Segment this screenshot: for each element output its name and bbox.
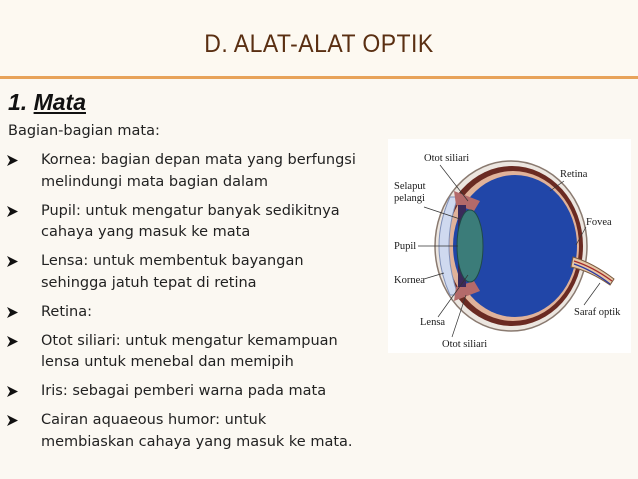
label-kornea: Kornea xyxy=(394,275,425,286)
list-item xyxy=(0,410,385,453)
list-item xyxy=(0,251,385,294)
slide-title: D. ALAT-ALAT OPTIK xyxy=(204,30,434,58)
lens-shape xyxy=(457,210,483,282)
label-lensa: Lensa xyxy=(420,317,446,328)
item-line: Lensa: untuk membentuk bayangan xyxy=(41,253,304,269)
arrow-bullet-icon xyxy=(6,205,19,218)
item-line: Otot siliari: untuk mengatur kemampuan xyxy=(41,332,338,349)
label-otot-siliari-top: Otot siliari xyxy=(424,153,470,164)
arrow-bullet-icon xyxy=(6,154,19,167)
item-line: Pupil: untuk mengatur banyak sedikitnya xyxy=(41,202,340,219)
label-retina: Retina xyxy=(560,169,588,180)
item-line: Kornea: bagian depan mata yang berfungsi xyxy=(41,152,356,168)
label-saraf-optik: Saraf optik xyxy=(574,307,621,318)
list-item xyxy=(0,302,385,324)
item-line: melindungi mata bagian dalam xyxy=(41,173,269,190)
arrow-bullet-icon xyxy=(6,335,19,348)
list-item xyxy=(0,201,385,244)
item-line: membiaskan cahaya yang masuk ke mata. xyxy=(41,433,353,450)
section-heading xyxy=(8,89,86,116)
label-pelangi: pelangi xyxy=(394,193,425,204)
item-line: Retina: xyxy=(41,303,93,320)
label-pupil: Pupil xyxy=(394,241,417,252)
section-title: Mata xyxy=(33,89,86,115)
eye-illustration xyxy=(388,139,631,353)
arrow-bullet-icon xyxy=(6,414,19,427)
item-line: cahaya yang masuk ke mata xyxy=(41,224,251,240)
arrow-bullet-icon xyxy=(6,385,19,398)
section-number: 1. xyxy=(8,89,28,115)
label-otot-siliari-bottom: Otot siliari xyxy=(442,339,488,350)
list-item xyxy=(0,150,385,193)
label-selaput: Selaput xyxy=(394,181,426,192)
intro-text: Bagian-bagian mata: xyxy=(8,123,160,139)
arrow-bullet-icon xyxy=(6,306,19,319)
list-item xyxy=(0,381,385,403)
slide-header xyxy=(0,0,638,79)
item-line: Iris: sebagai pemberi warna pada mata xyxy=(41,383,327,399)
item-line: sehingga jatuh tepat di retina xyxy=(41,274,257,291)
item-line: lensa untuk menebal dan memipih xyxy=(41,354,294,370)
list-item xyxy=(0,331,385,374)
item-line: Cairan aquaeous humor: untuk xyxy=(41,412,267,428)
bullet-list xyxy=(0,150,385,461)
eye-diagram xyxy=(388,139,631,353)
label-fovea: Fovea xyxy=(586,217,612,228)
arrow-bullet-icon xyxy=(6,255,19,268)
